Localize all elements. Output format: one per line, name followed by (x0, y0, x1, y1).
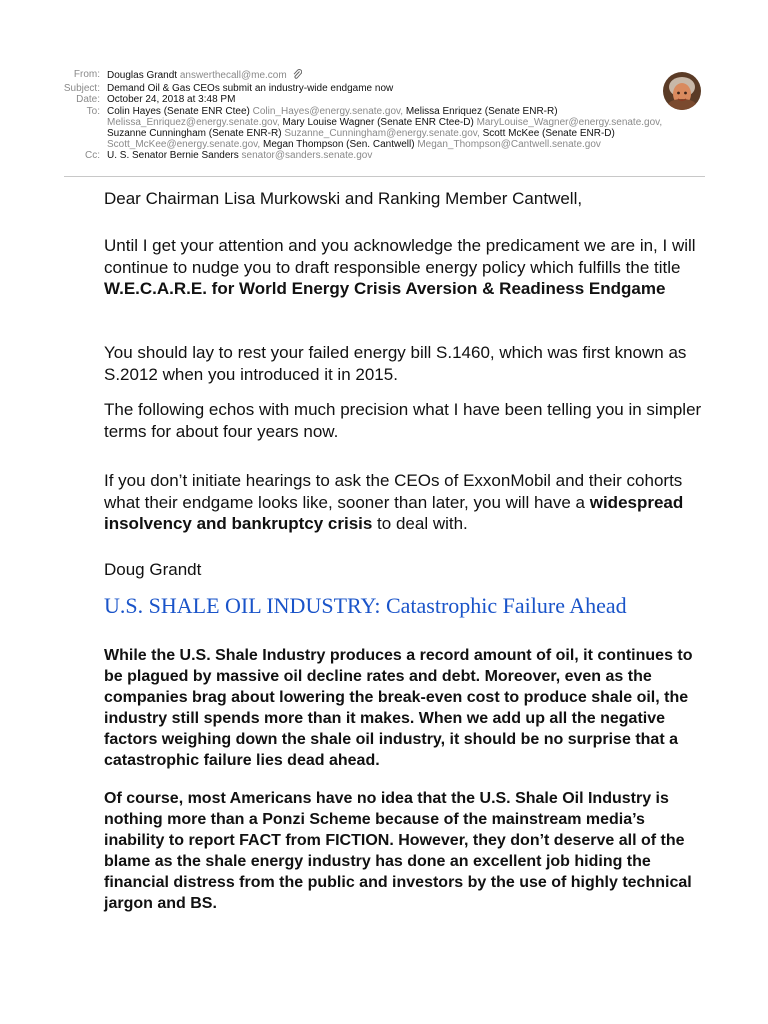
salutation: Dear Chairman Lisa Murkowski and Ranking Member Cantwell, (104, 189, 583, 208)
recipient-email[interactable]: MaryLouise_Wagner@energy.senate.gov, (476, 116, 663, 128)
recipient-email[interactable]: Suzanne_Cunningham@energy.senate.gov, (284, 128, 480, 140)
recipient-name[interactable]: Megan Thompson (Sen. Cantwell) (262, 139, 415, 151)
to-row-3 (0, 128, 768, 139)
recipient-email[interactable]: Scott_McKee@energy.senate.gov, (107, 139, 261, 151)
from-row (0, 69, 768, 83)
recipient-name[interactable]: Mary Louise Wagner (Senate ENR Ctee-D) (282, 116, 474, 128)
to-label: To: (86, 105, 100, 117)
subject-text: Demand Oil & Gas CEOs submit an industry-wide endgame now (107, 83, 394, 95)
paragraph (104, 235, 704, 300)
article-title: U.S. SHALE OIL INDUSTRY: Catastrophic Failure Ahead (104, 593, 627, 618)
recipient-email[interactable]: Megan_Thompson@Cantwell.senate.gov (417, 139, 601, 151)
cc-label: Cc: (85, 150, 100, 162)
recipient-name[interactable]: Suzanne Cunningham (Senate ENR-R) (107, 128, 282, 140)
bold-phrase: widespread insolvency and bankruptcy crisis (104, 492, 684, 533)
cc-row (0, 150, 768, 161)
paragraph-text: to deal with. (372, 514, 468, 533)
paperclip-icon[interactable] (293, 69, 302, 83)
recipient-name[interactable]: Colin Hayes (Senate ENR Ctee) (107, 105, 250, 117)
subject-label: Subject: (63, 83, 100, 95)
header-divider (64, 176, 705, 177)
article-paragraph: Of course, most Americans have no idea that the U.S. Shale Oil Industry is nothing more than a Ponzi Scheme because of the mainstream media’s inability to report FACT from FICTION. However, they don’t deserve all of the blame as the shale energy industry has done an excellent job hiding the financial distress from the public and investors by the use of highly technical jargon and BS. (104, 790, 692, 912)
email-header (0, 69, 768, 162)
paragraph: You should lay to rest your failed energy bill S.1460, which was first known as S.2012 when you introduced it in 2015. (104, 343, 687, 384)
recipient-name[interactable]: Melissa Enriquez (Senate ENR-R) (405, 105, 558, 117)
from-label: From: (73, 69, 100, 80)
subject-row (0, 83, 768, 94)
bold-title: W.E.C.A.R.E. for World Energy Crisis Aversion & Readiness Endgame (104, 279, 666, 298)
paragraph: The following echos with much precision what I have been telling you in simpler terms for about four years now. (104, 400, 702, 441)
recipient-email[interactable]: Colin_Hayes@energy.senate.gov, (252, 105, 404, 117)
signature: Doug Grandt (104, 560, 202, 579)
date-text: October 24, 2018 at 3:48 PM (107, 94, 236, 106)
from-email[interactable]: answerthecall@me.com (179, 70, 287, 81)
recipient-name[interactable]: Scott McKee (Senate ENR-D) (482, 128, 615, 140)
date-row (0, 94, 768, 105)
paragraph-text: Until I get your attention and you acknowledge the predicament we are in, I will continue to nudge you to draft responsible energy policy which fulfills the title (104, 236, 696, 277)
from-name[interactable]: Douglas Grandt (107, 70, 178, 81)
article-paragraph: While the U.S. Shale Industry produces a record amount of oil, it continues to be plagued by massive oil decline rates and debt. Moreover, even as the companies brag about lowering the break-even cost to produce shale oil, the industry still spends more than it makes. When we add up all the negative factors weighing down the shale oil industry, it should be no surprise that a catastrophic failure lies dead ahead. (104, 647, 693, 769)
to-row-2 (0, 117, 768, 128)
to-row-1 (0, 106, 768, 117)
paragraph (104, 470, 704, 535)
cc-name[interactable]: U. S. Senator Bernie Sanders (107, 150, 239, 162)
recipient-email[interactable]: Melissa_Enriquez@energy.senate.gov, (107, 116, 280, 128)
to-row-4 (0, 139, 768, 150)
date-label: Date: (76, 94, 100, 106)
cc-email[interactable]: senator@sanders.senate.gov (241, 150, 373, 162)
paragraph-text: If you don’t initiate hearings to ask the CEOs of ExxonMobil and their cohorts what their endgame looks like, sooner than later, you will have a (104, 471, 683, 512)
sender-avatar (663, 72, 701, 110)
